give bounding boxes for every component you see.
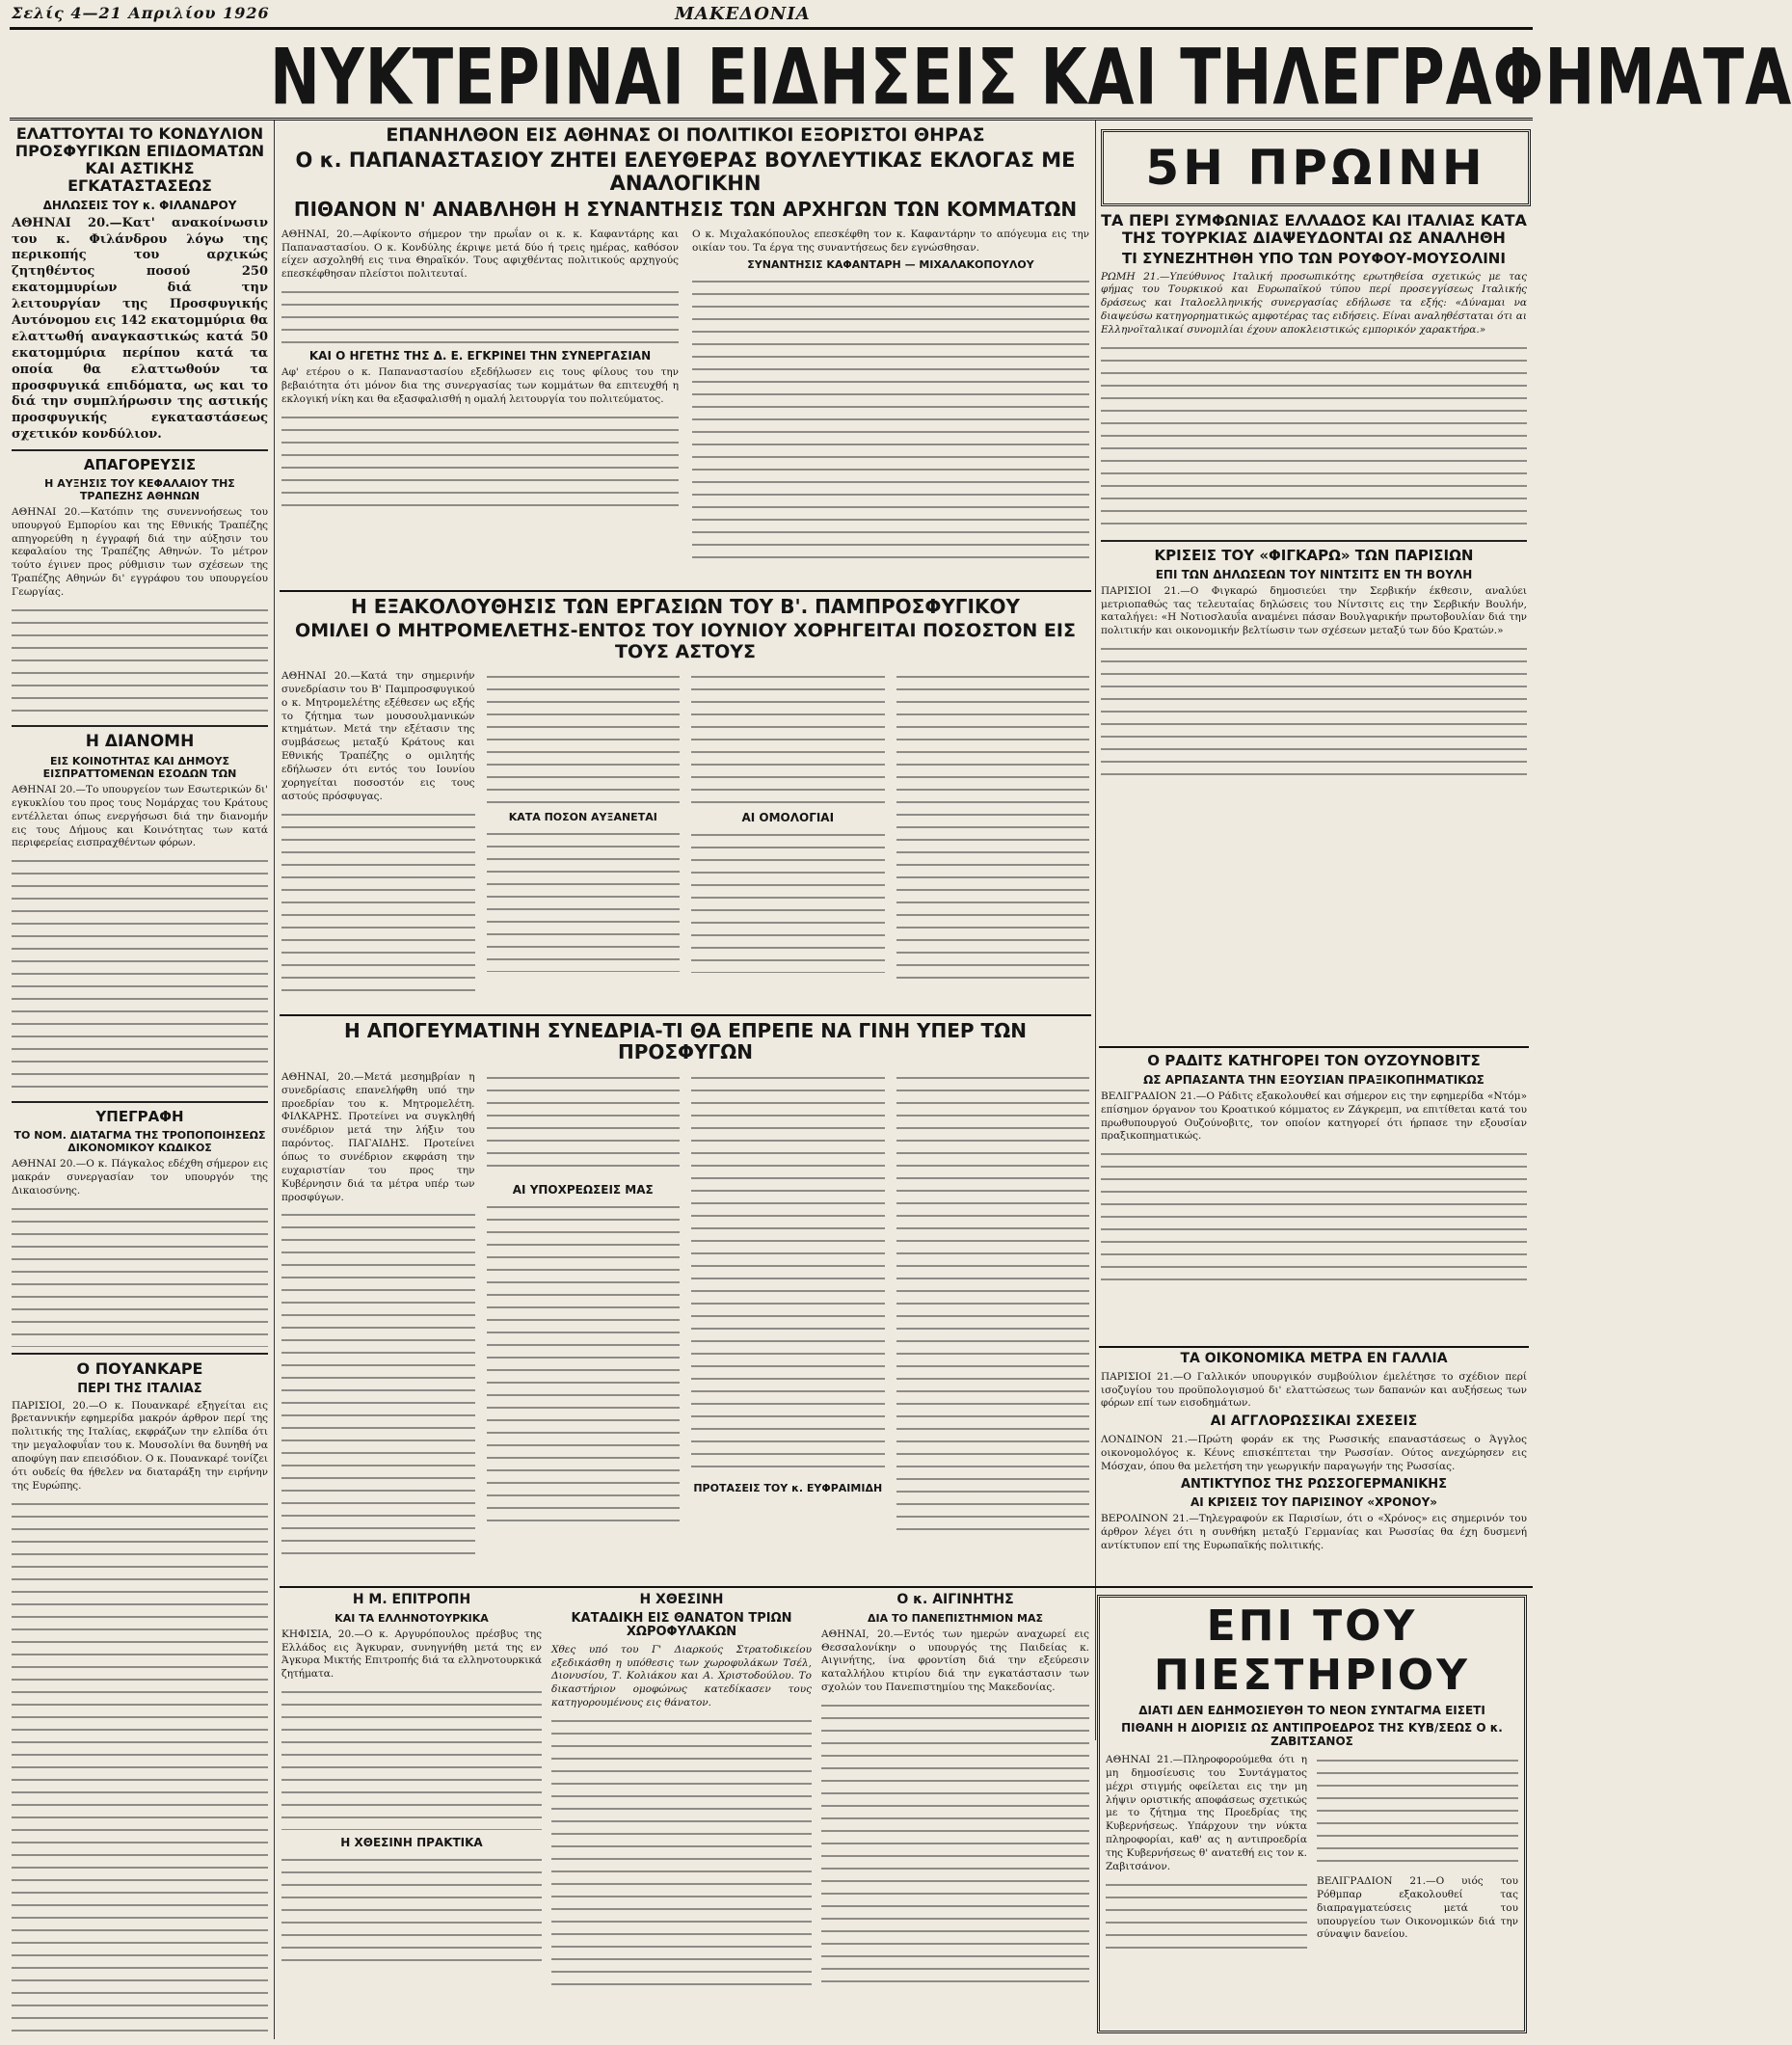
article-body: ΛΟΝΔΙΝΟΝ 21.—Πρώτη φοράν εκ της Ρωσσικής επαναστάσεως ο Άγγλος οικονομολόγος κ. Κέυνς επισκέπτεται την Ρωσσίαν. Ούτος ανεχώρησεν εις Μόσχαν, όπου θα μελετήση την γεωργικήν παραγωγήν της Ρωσσίας. bbox=[1101, 1433, 1527, 1472]
divider bbox=[1099, 1346, 1529, 1348]
left-column bbox=[12, 125, 268, 2039]
headline: Ο ΡΑΔΙΤΣ ΚΑΤΗΓΟΡΕΙ ΤΟΝ ΟΥΖΟΥΝΟΒΙΤΣ bbox=[1147, 1052, 1481, 1069]
divider bbox=[280, 1586, 1533, 1588]
headline: Ο ΠΟΥΑΝΚΑΡΕ bbox=[76, 1359, 203, 1378]
divider bbox=[1101, 540, 1527, 542]
right-article-raditch bbox=[1101, 1053, 1527, 1342]
article-body: ΑΘΗΝΑΙ, 20.—Μετά μεσημβρίαν η συνεδρίασις επανελήφθη υπό την προεδρίαν του κ. Μητρομελέτη. ΦΙΛΚΑΡΗΣ. Προτείνει να συγκληθή συνέδριον μετά την λήξιν του παρόντος. ΠΑΓΑΙΔΗΣ. Προτείνει όπως το συνέδριον εκφράση την ευχαριστίαν του προς την Κυβέρνησιν διά τα μέτρα υπέρ των προσφύγων. bbox=[281, 1070, 475, 1203]
press-article-box bbox=[1097, 1595, 1527, 2033]
text-continuation bbox=[12, 604, 268, 719]
center-top-article bbox=[281, 125, 1089, 588]
text-continuation bbox=[692, 275, 1089, 564]
column-divider bbox=[1095, 121, 1096, 1740]
article-body: ΑΘΗΝΑΙ 20.—Το υπουργείον των Εσωτερικών δι' εγκυκλίου του προς τους Νομάρχας του Κράτους εντέλλεται όπως ενεργήσωσι διά την διανομήν εις τους Δήμους και Κοινότητας των κατά περιφερείας εισπραχθέντων φόρων. bbox=[12, 783, 268, 849]
article-body: ΡΩΜΗ 21.—Υπεύθυνος Ιταλική προσωπικότης ερωτηθείσα σχετικώς με τας φήμας του Τουρκικού και Ευρωπαϊκού τύπου περί προσεγγίσεως Ιταλικής δράσεως και Ιταλοελληνικής συνεργασίας εδήλωσε τα εξής: «Δύναμαι να διαψεύσω κατηγορηματικώς αμφοτέρας τας ειδήσεις. Είναι αναληθέσταται ότι αι Ελληνοϊταλικαί συνομιλίαι έχουν αποκλειστικώς εμπορικόν χαρακτήρα.» bbox=[1101, 270, 1527, 336]
text-continuation bbox=[691, 670, 885, 805]
subheadline: ΠΙΘΑΝΟΝ Ν' ΑΝΑΒΛΗΘΗ Η ΣΥΝΑΝΤΗΣΙΣ ΤΩΝ ΑΡΧΗΓΩΝ ΤΩΝ ΚΟΜΜΑΤΩΝ bbox=[293, 198, 1078, 222]
article-body: ΑΘΗΝΑΙ, 20.—Αφίκοντο σήμερον την πρωΐαν οι κ. κ. Καφαντάρης και Παπαναστασίου. Ο κ. Κονδύλης έκριψε μετά δύο ή τρεις ημέρας, καθόσον είχεν ασχοληθή εις τινα Θηραϊκόν. Τους αφιχθέντας πολιτικούς αρχηγούς επεσκέφθησαν πλείστοι πολιτευταί. bbox=[281, 228, 679, 281]
headline: ΕΠΑΝΗΛΘΟΝ ΕΙΣ ΑΘΗΝΑΣ ΟΙ ΠΟΛΙΤΙΚΟΙ ΕΞΟΡΙΣΤΟΙ ΘΗΡΑΣ bbox=[386, 124, 985, 146]
column-divider bbox=[274, 121, 275, 2039]
bottom-article-3 bbox=[821, 1593, 1089, 2036]
text-continuation bbox=[1101, 642, 1527, 777]
subheadline: ΠΡΟΤΑΣΕΙΣ ΤΟΥ κ. ΕΥΦΡΑΙΜΙΔΗ bbox=[693, 1481, 883, 1494]
subheadline: ΚΑΤΑΔΙΚΗ ΕΙΣ ΘΑΝΑΤΟΝ ΤΡΙΩΝ ΧΩΡΟΦΥΛΑΚΩΝ bbox=[571, 1610, 792, 1640]
article-body: ΒΕΛΙΓΡΑΔΙΟΝ 21.—Ο Ράδιτς εξακολουθεί και σήμερον εις την εφημερίδα «Ντόμ» επίσημον όργανον του Κροατικού κόμματος εν Ζάγκρεμπ, να επιτίθεται κατά του πρωθυπουργού Ουζούνοβιτς, τον οποίον κατηγορεί ότι ήρπασε την εξουσίαν πραξικοπηματικώς. bbox=[1101, 1090, 1527, 1143]
text-continuation bbox=[821, 1699, 1089, 1988]
article-body: ΑΘΗΝΑΙ, 20.—Εντός των ημερών αναχωρεί εις Θεσσαλονίκην ο υπουργός της Παιδείας κ. Αιγινήτης, ίνα φροντίση διά την εξεύρεσιν καταλλήλου κτιρίου διά την εγκατάστασιν των σχολών του Πανεπιστημίου της Μακεδονίας. bbox=[821, 1628, 1089, 1694]
subheadline: ΑΙ ΚΡΙΣΕΙΣ ΤΟΥ ΠΑΡΙΣΙΝΟΥ «ΧΡΟΝΟΥ» bbox=[1190, 1495, 1438, 1510]
subheadline: ΩΣ ΑΡΠΑΣΑΝΤΑ ΤΗΝ ΕΞΟΥΣΙΑΝ ΠΡΑΞΙΚΟΠΗΜΑΤΙΚΩΣ bbox=[1143, 1072, 1484, 1087]
subheadline: ΠΕΡΙ ΤΗΣ ΙΤΑΛΙΑΣ bbox=[77, 1381, 202, 1396]
headline: ΕΠΙ ΤΟΥ ΠΙΕΣΤΗΡΙΟΥ bbox=[1153, 1601, 1471, 1700]
banner-headline: ΝΥΚΤΕΡΙΝΑΙ ΕΙΔΗΣΕΙΣ ΚΑΙ ΤΗΛΕΓΡΑΦΗΜΑΤΑ bbox=[270, 31, 1792, 122]
bottom-article-2 bbox=[551, 1593, 812, 2036]
divider bbox=[280, 590, 1091, 592]
text-continuation bbox=[281, 411, 679, 517]
subheadline: ΔΙΑ ΤΟ ΠΑΝΕΠΙΣΤΗΜΙΟΝ ΜΑΣ bbox=[868, 1611, 1043, 1625]
subheadline: ΑΙ ΥΠΟΧΡΕΩΣΕΙΣ ΜΑΣ bbox=[512, 1182, 654, 1197]
article-body: ΑΘΗΝΑΙ 20.—Κατά την σημερινήν συνεδρίασιν του Β' Παμπροσφυγικού ο κ. Μητρομελέτης εξέθεσεν ως εξής το ζήτημα των μουσουλμανικών κτημάτων. Μετά την εξέτασιν της συμβάσεως μεταξύ Κράτους και Εθνικής Τραπέζης ο ομιλητής εδήλωσεν ότι εντός του Ιουνίου χορηγείται ποσοστόν εις τους αστούς πρόσφυγας. bbox=[281, 669, 475, 802]
article-body: ΠΑΡΙΣΙΟΙ, 20.—Ο κ. Πουανκαρέ εξηγείται εις βρεταννικήν εφημερίδα μακρόν άρθρον περί της πολιτικής της Ιταλίας, εκφράζων την ελπίδα ότι την μεγαλοφυΐαν του κ. Μουσολίνι θα δυνηθή να αποφύγη παν επεισόδιον. Ο κ. Πουανκαρέ τονίζει ότι ουδείς θα ήθελεν να διαταράξη την ειρήνην της Ευρώπης. bbox=[12, 1399, 268, 1492]
bottom-article-1 bbox=[281, 1593, 542, 2036]
headline: ΚΡΙΣΕΙΣ ΤΟΥ «ΦΙΓΚΑΡΩ» ΤΩΝ ΠΑΡΙΣΙΩΝ bbox=[1154, 546, 1474, 564]
article-body: ΑΘΗΝΑΙ 21.—Πληροφορούμεθα ότι η μη δημοσίευσις του Συντάγματος μέχρι στιγμής οφείλεται εις την μη λήψιν οριστικής αποφάσεως σχετικώς με το ζήτημα της Προεδρίας της Κυβερνήσεως. Υπάρχουν την νύκτα πληροφορίαι, καθ' ας η αντιπροεδρία της Κυβερνήσεως θ' ανατεθή εις τον κ. Ζαβιτσάνον. bbox=[1106, 1754, 1307, 1872]
subheadline: ΣΥΝΑΝΤΗΣΙΣ ΚΑΦΑΝΤΑΡΗ — ΜΙΧΑΛΑΚΟΠΟΥΛΟΥ bbox=[747, 258, 1034, 272]
subheadline: ΕΠΙ ΤΩΝ ΔΗΛΩΣΕΩΝ ΤΟΥ ΝΙΝΤΣΙΤΣ ΕΝ ΤΗ ΒΟΥΛΗ bbox=[1155, 567, 1473, 581]
text-continuation bbox=[12, 1497, 268, 2037]
text-continuation bbox=[281, 1685, 542, 1830]
subheadline: ΕΙΣ ΚΟΙΝΟΤΗΤΑΣ ΚΑΙ ΔΗΜΟΥΣ ΕΙΣΠΡΑΤΤΟΜΕΝΩΝ ΕΣΟΔΩΝ ΤΩΝ bbox=[42, 754, 237, 780]
text-continuation bbox=[12, 854, 268, 1095]
divider bbox=[12, 1101, 268, 1103]
article-body: Χθες υπό του Γ' Διαρκούς Στρατοδικείου εξεδικάσθη η υπόθεσις των χωροφυλάκων Τσέλ, Διονυσίου, Τ. Κολιάκου και Α. Χριστοδούλου. Το δικαστήριον ομοφώνως κατεδίκασεν τους κατηγορουμένους εις θάνατον. bbox=[551, 1643, 812, 1709]
right-articles-europe bbox=[1101, 1352, 1527, 1583]
subheadline: ΑΙ ΟΜΟΛΟΓΙΑΙ bbox=[741, 810, 835, 824]
text-continuation bbox=[691, 828, 885, 973]
text-continuation bbox=[12, 1202, 268, 1347]
text-continuation bbox=[487, 1200, 681, 1528]
text-continuation bbox=[896, 1071, 1090, 1534]
center-middle-article bbox=[281, 596, 1089, 1010]
subheadline: ΔΙΑΤΙ ΔΕΝ ΕΔΗΜΟΣΙΕΥΘΗ ΤΟ ΝΕΟΝ ΣΥΝΤΑΓΜΑ ΕΙΣΕΤΙ bbox=[1138, 1704, 1485, 1717]
center-lower-article bbox=[281, 1020, 1089, 1579]
subheadline: Η ΑΥΞΗΣΙΣ ΤΟΥ ΚΕΦΑΛΑΙΟΥ ΤΗΣ ΤΡΑΠΕΖΗΣ ΑΘΗΝΩΝ bbox=[44, 476, 235, 502]
headline: ΕΛΑΤΤΟΥΤΑΙ ΤΟ ΚΟΝΔΥΛΙΟΝ ΠΡΟΣΦΥΓΙΚΩΝ ΕΠΙΔΟΜΑΤΩΝ ΚΑΙ ΑΣΤΙΚΗΣ ΕΓΚΑΤΑΣΤΑΣΕΩΣ bbox=[14, 124, 265, 195]
masthead-rule bbox=[10, 27, 1533, 30]
text-continuation bbox=[281, 285, 679, 343]
subheadline: ΔΗΛΩΣΕΙΣ ΤΟΥ κ. ΦΙΛΑΝΔΡΟΥ bbox=[42, 198, 237, 212]
headline: ΥΠΕΓΡΑΦΗ bbox=[95, 1108, 184, 1126]
subheadline: ΠΙΘΑΝΗ Η ΔΙΟΡΙΣΙΣ ΩΣ ΑΝΤΙΠΡΟΕΔΡΟΣ ΤΗΣ ΚΥΒ/ΣΕΩΣ Ο κ. ΖΑΒΙΤΣΑΝΟΣ bbox=[1121, 1721, 1503, 1748]
text-continuation bbox=[281, 1208, 475, 1555]
article-body: Ο κ. Μιχαλακόπουλος επεσκέφθη τον κ. Καφαντάρην το απόγευμα εις την οικίαν του. Τα έργα της συναντήσεως δεν εγνώσθησαν. bbox=[692, 228, 1089, 254]
article-body: ΑΘΗΝΑΙ 20.—Κατ' ανακοίνωσιν του κ. Φιλάνδρου λόγω της περικοπής του αρχικώς ζητηθέντος ποσού 250 εκατομμυρίων διά την λειτουργίαν της Προσφυγικής Αυτόνομου εις 142 εκατομμύρια θα ελαττωθή αναγκαστικώς κατά 50 εκατομμύρια περίπου κατά τα οποία θα ελαττωθούν τα προσφυγικά επιδόματα, ως και το διά την συμπλήρωσιν της αστικής προσφυγικής εγκαταστάσεως σχετικόν κονδύλιον. bbox=[12, 215, 268, 443]
article-body: ΑΘΗΝΑΙ 20.—Κατόπιν της συνεννοήσεως του υπουργού Εμπορίου και της Εθνικής Τραπέζης απηγορεύθη η έγγραφή διά την αύξησιν του κεφαλαίου της Τραπέζης Αθηνών. Το μέτρον τούτο έγινεν προς ρύθμισιν των σχέσεων της Τραπέζης Αθηνών δι' εγγράφου του υπουργείου Γεωργίας. bbox=[12, 505, 268, 599]
headline: Η ΧΘΕΣΙΝΗ bbox=[639, 1592, 724, 1607]
divider bbox=[1099, 1046, 1529, 1048]
headline: Η ΕΞΑΚΟΛΟΥΘΗΣΙΣ ΤΩΝ ΕΡΓΑΣΙΩΝ ΤΟΥ Β'. ΠΑΜΠΡΟΣΦΥΓΙΚΟΥ bbox=[351, 595, 1020, 618]
subheadline: Ο κ. ΠΑΠΑΝΑΣΤΑΣΙΟΥ ΖΗΤΕΙ ΕΛΕΥΘΕΡΑΣ ΒΟΥΛΕΥΤΙΚΑΣ ΕΚΛΟΓΑΣ ΜΕ ΑΝΑΛΟΓΙΚΗΝ bbox=[295, 148, 1076, 195]
text-continuation bbox=[487, 827, 681, 972]
text-continuation bbox=[896, 670, 1090, 979]
text-continuation bbox=[281, 1853, 542, 1969]
subheadline: ΚΑΙ Ο ΗΓΕΤΗΣ ΤΗΣ Δ. Ε. ΕΓΚΡΙΝΕΙ ΤΗΝ ΣΥΝΕΡΓΑΣΙΑΝ bbox=[308, 349, 652, 363]
right-column-top bbox=[1101, 212, 1527, 1041]
headline: Ο κ. ΑΙΓΙΝΗΤΗΣ bbox=[896, 1592, 1014, 1607]
headline: ΤΑ ΠΕΡΙ ΣΥΜΦΩΝΙΑΣ ΕΛΛΑΔΟΣ ΚΑΙ ΙΤΑΛΙΑΣ ΚΑΤΑ ΤΗΣ ΤΟΥΡΚΙΑΣ ΔΙΑΨΕΥΔΟΝΤΑΙ ΩΣ ΑΝΑΛΗΘΗ bbox=[1101, 211, 1527, 247]
text-continuation bbox=[1106, 1878, 1307, 1955]
text-continuation bbox=[281, 808, 475, 1001]
article-body: ΒΕΡΟΛΙΝΟΝ 21.—Τηλεγραφούν εκ Παρισίων, ότι ο «Χρόνος» εις σημερινόν του άρθρον λέγει ότι η συνθήκη μεταξύ Γερμανίας και Ρωσσίας θα έχη δυσμενή αντίκτυπον επί της Ευρωπαϊκής πολιτικής. bbox=[1101, 1513, 1527, 1551]
article-body: ΑΘΗΝΑΙ 20.—Ο κ. Πάγκαλος εδέχθη σήμερον εις μακράν συνεργασίαν τον υπουργόν της Δικαιοσύνης. bbox=[12, 1158, 268, 1197]
subheadline: ΚΑΤΑ ΠΟΣΟΝ ΑΥΞΑΝΕΤΑΙ bbox=[508, 810, 657, 823]
edition-label: 5Η ΠΡΩΙΝΗ bbox=[1145, 140, 1486, 196]
divider bbox=[12, 725, 268, 727]
headline: Η ΑΠΟΓΕΥΜΑΤΙΝΗ ΣΥΝΕΔΡΙΑ-ΤΙ ΘΑ ΕΠΡΕΠΕ ΝΑ ΓΙΝΗ ΥΠΕΡ ΤΩΝ ΠΡΟΣΦΥΓΩΝ bbox=[344, 1019, 1027, 1064]
headline: Η ΔΙΑΝΟΜΗ bbox=[85, 731, 195, 751]
headline: Η Μ. ΕΠΙΤΡΟΠΗ bbox=[352, 1592, 471, 1607]
text-continuation bbox=[487, 1071, 681, 1177]
banner-rule bbox=[10, 118, 1533, 121]
headline: ΑΠΑΓΟΡΕΥΣΙΣ bbox=[83, 456, 197, 474]
edition-box bbox=[1101, 129, 1531, 206]
subheadline: Η ΧΘΕΣΙΝΗ ΠΡΑΚΤΙΚΑ bbox=[340, 1836, 483, 1850]
article-body: ΠΑΡΙΣΙΟΙ 21.—Ο Γαλλικόν υπουργικόν συμβούλιον έμελέτησε το σχέδιον περί ισοζυγίου του προϋπολογισμού δι' ελαττώσεως των δαπανών και αυξήσεως των φόρων επί των εισοδημάτων. bbox=[1101, 1370, 1527, 1410]
article-body: ΠΑΡΙΣΙΟΙ 21.—Ο Φιγκαρώ δημοσιεύει την Σερβικήν έκθεσιν, αναλύει μετριοπαθώς τας τελευταίας δηλώσεις του Νίντσιτς εις την Σερβικήν Βουλήν, καταλήγει: «Η Νοτιοσλαυΐα αναμένει πάσαν Βουλγαρικήν πρωτοβουλίαν διά την πολιτικήν και οικονομικήν βελτίωσιν των σχέσεων μεταξύ των δύο Κρατών.» bbox=[1101, 584, 1527, 637]
text-continuation bbox=[1101, 341, 1527, 534]
text-continuation bbox=[487, 670, 681, 805]
text-continuation bbox=[1317, 1754, 1518, 1870]
text-continuation bbox=[691, 1071, 885, 1476]
subheadline: ΤΟ ΝΟΜ. ΔΙΑΤΑΓΜΑ ΤΗΣ ΤΡΟΠΟΠΟΙΗΣΕΩΣ ΔΙΚΟΝΟΜΙΚΟΥ ΚΩΔΙΚΟΣ bbox=[13, 1129, 266, 1155]
subheadline: ΚΑΙ ΤΑ ΕΛΛΗΝΟΤΟΥΡΚΙΚΑ bbox=[334, 1611, 489, 1625]
divider bbox=[280, 1014, 1091, 1016]
subheadline: ΤΙ ΣΥΝΕΖΗΤΗΘΗ ΥΠΟ ΤΩΝ ΡΟΥΦΟΥ-ΜΟΥΣΟΛΙΝΙ bbox=[1122, 249, 1506, 267]
text-continuation bbox=[1101, 1147, 1527, 1282]
page-date: Σελίς 4—21 Απριλίου 1926 bbox=[12, 4, 270, 22]
divider bbox=[12, 1353, 268, 1355]
article-body: ΚΗΦΙΣΙΑ, 20.—Ο κ. Αργυρόπουλος πρέσβυς της Ελλάδος εις Άγκυραν, συνηγνήθη μετά της εν Άγκυρα Μικτής Επιτροπής διά τα ελληνοτουρκικά ζητήματα. bbox=[281, 1628, 542, 1681]
divider bbox=[12, 449, 268, 451]
text-continuation bbox=[551, 1714, 812, 1994]
headline: ΑΙ ΑΓΓΛΟΡΩΣΣΙΚΑΙ ΣΧΕΣΕΙΣ bbox=[1210, 1413, 1418, 1430]
headline: ΤΑ ΟΙΚΟΝΟΜΙΚΑ ΜΕΤΡΑ ΕΝ ΓΑΛΛΙΑ bbox=[1180, 1351, 1448, 1366]
subheadline: ΟΜΙΛΕΙ Ο ΜΗΤΡΟΜΕΛΕΤΗΣ-ΕΝΤΟΣ ΤΟΥ ΙΟΥΝΙΟΥ ΧΟΡΗΓΕΙΤΑΙ ΠΟΣΟΣΤΟΝ ΕΙΣ ΤΟΥΣ ΑΣΤΟΥΣ bbox=[295, 620, 1076, 662]
paper-name: ΜΑΚΕΔΟΝΙΑ bbox=[675, 4, 811, 24]
article-body: ΒΕΛΙΓΡΑΔΙΟΝ 21.—Ο υιός του Ρόθμπαρ εξακολουθεί τας διαπραγματεύσεις μετά του υπουργείου των Οικονομικών διά την σύναψιν δανείου. bbox=[1317, 1875, 1518, 1941]
headline: ΑΝΤΙΚΤΥΠΟΣ ΤΗΣ ΡΩΣΣΟΓΕΡΜΑΝΙΚΗΣ bbox=[1180, 1476, 1448, 1492]
article-body: Αφ' ετέρου ο κ. Παπαναστασίου εξεδήλωσεν εις τους φίλους του την βεβαιότητα ότι μόνον δια της συνεργασίας των κομμάτων θα επιτευχθή η εκλογική νίκη και θα εξασφαλισθή η ομαλή λειτουργία του πολιτεύματος. bbox=[281, 366, 679, 405]
